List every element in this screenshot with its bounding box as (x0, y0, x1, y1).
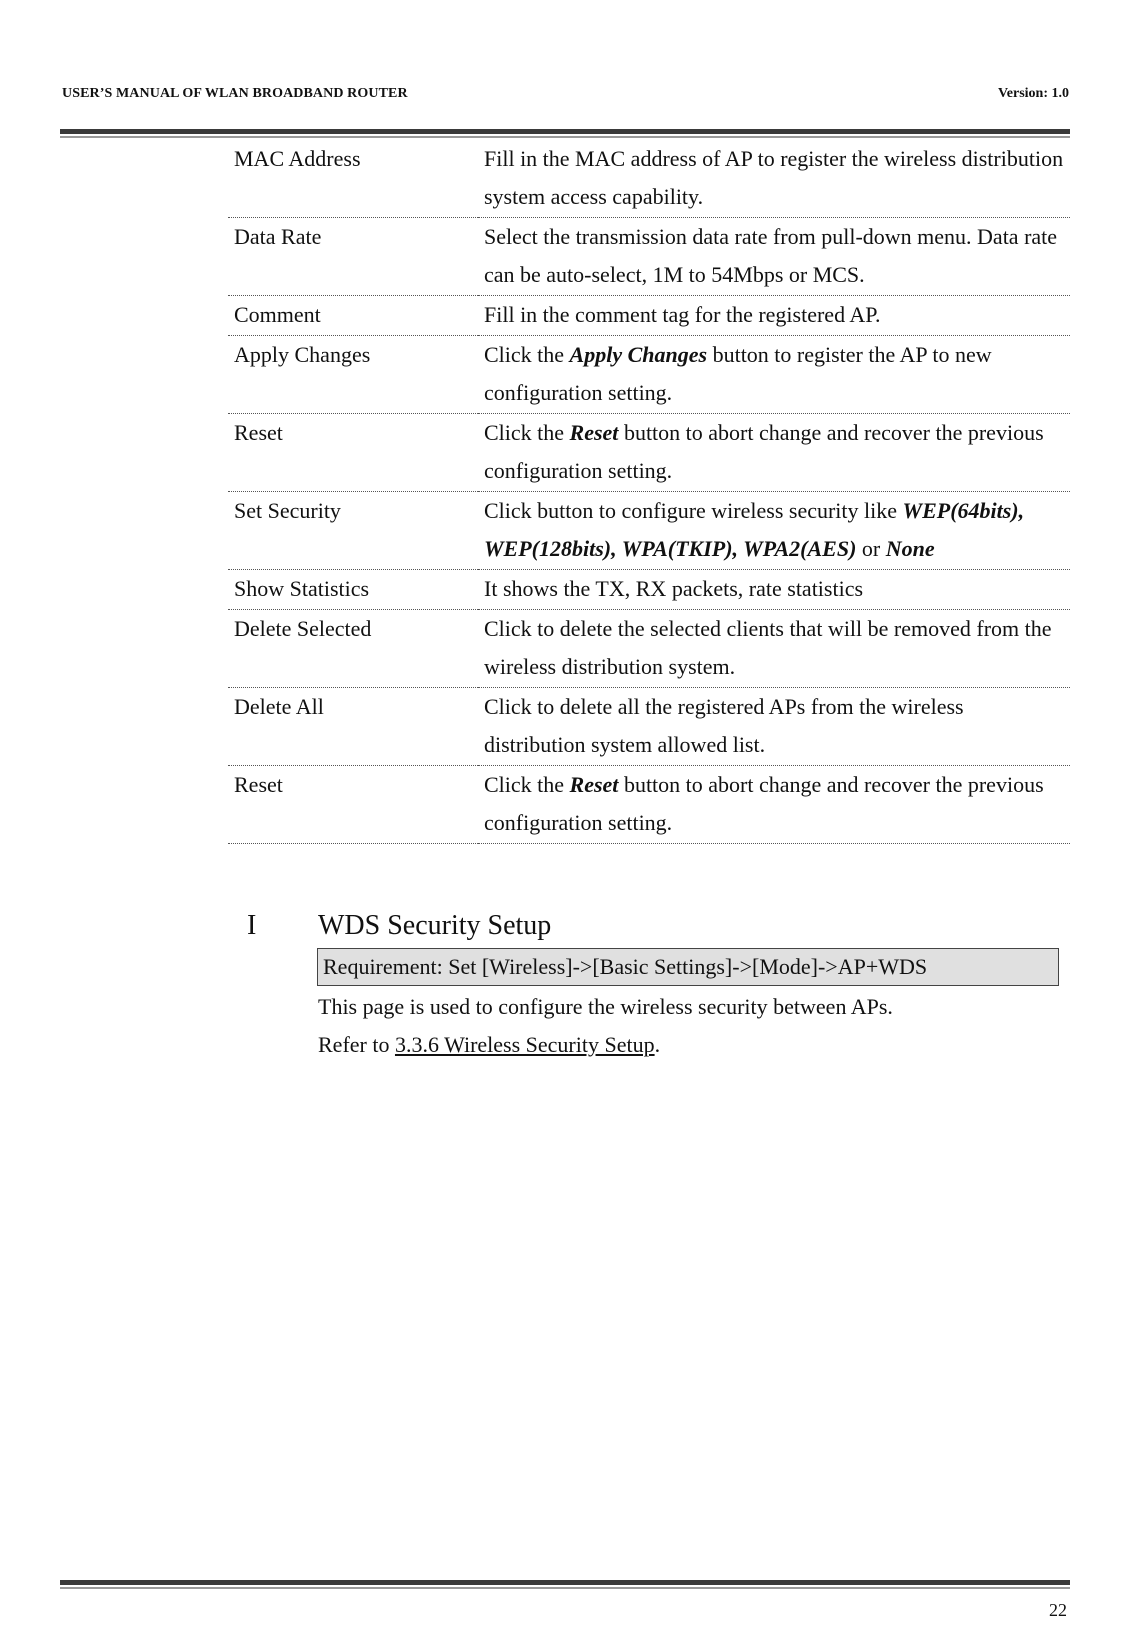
setting-name: Apply Changes (228, 336, 478, 414)
table-row (228, 296, 1070, 336)
description-text: button to abort change and recover the previous configuration setting. (484, 420, 1044, 483)
description-text: Click the (484, 342, 570, 367)
section-reference (318, 1030, 660, 1060)
description-text: Fill in the MAC address of AP to register the wireless distribution system access capability. (484, 146, 1064, 209)
setting-name: Show Statistics (228, 570, 478, 610)
description-text: Fill in the comment tag for the registered AP. (484, 302, 881, 327)
setting-description (478, 218, 1070, 296)
description-text: button to register the AP to new configuration setting. (484, 342, 992, 405)
settings-description-table (228, 140, 1070, 844)
setting-name: MAC Address (228, 140, 478, 218)
table-row (228, 336, 1070, 414)
table-row (228, 688, 1070, 766)
section-title: WDS Security Setup (318, 910, 552, 941)
table-row (228, 414, 1070, 492)
setting-name: Comment (228, 296, 478, 336)
version-label: Version: 1.0 (997, 86, 1069, 101)
setting-name: Delete Selected (228, 610, 478, 688)
description-text: Select the transmission data rate from pull-down menu. Data rate can be auto-select, 1M to 54Mbps or MCS. (484, 224, 1058, 287)
description-text: Click to delete all the registered APs from the wireless distribution system allowed list. (484, 694, 964, 757)
description-text: Click to delete the selected clients that will be removed from the wireless distribution system. (484, 616, 1052, 679)
table-row (228, 570, 1070, 610)
table-row (228, 492, 1070, 570)
description-text: It shows the TX, RX packets, rate statistics (484, 576, 864, 601)
setting-description (478, 414, 1070, 492)
setting-description (478, 766, 1070, 844)
setting-description (478, 296, 1070, 336)
setting-description (478, 492, 1070, 570)
section-description: This page is used to configure the wireless security between APs. (318, 994, 893, 1019)
page-number: 22 (1049, 1600, 1067, 1620)
setting-name: Data Rate (228, 218, 478, 296)
emphasized-text: WEP(64bits), WEP(128bits), WPA(TKIP), WPA2(AES) (484, 498, 1025, 561)
reference-prefix: Refer to (318, 1032, 395, 1057)
setting-description (478, 610, 1070, 688)
setting-name: Delete All (228, 688, 478, 766)
table-row (228, 140, 1070, 218)
emphasized-text: Reset (569, 420, 619, 445)
setting-description (478, 570, 1070, 610)
setting-description (478, 688, 1070, 766)
description-text: Click the (484, 772, 570, 797)
table-row (228, 766, 1070, 844)
emphasized-text: None (885, 536, 935, 561)
manual-title: USER’S MANUAL OF WLAN BROADBAND ROUTER (62, 86, 408, 101)
table-row (228, 218, 1070, 296)
description-text: Click button to configure wireless security like (484, 498, 903, 523)
setting-name: Reset (228, 766, 478, 844)
description-text: button to abort change and recover the previous configuration setting. (484, 772, 1044, 835)
setting-name: Reset (228, 414, 478, 492)
header-divider (60, 129, 1070, 138)
description-text: or (856, 536, 886, 561)
emphasized-text: Reset (569, 772, 619, 797)
reference-suffix: . (654, 1032, 661, 1057)
setting-description (478, 336, 1070, 414)
table-row (228, 610, 1070, 688)
setting-description (478, 140, 1070, 218)
description-text: Click the (484, 420, 570, 445)
setting-name: Set Security (228, 492, 478, 570)
requirement-box: Requirement: Set [Wireless]->[Basic Settings]->[Mode]->AP+WDS (317, 948, 1059, 986)
wireless-security-setup-link[interactable]: 3.3.6 Wireless Security Setup (394, 1032, 655, 1057)
footer-divider (60, 1580, 1070, 1589)
section-bullet: I (247, 910, 257, 941)
emphasized-text: Apply Changes (569, 342, 708, 367)
